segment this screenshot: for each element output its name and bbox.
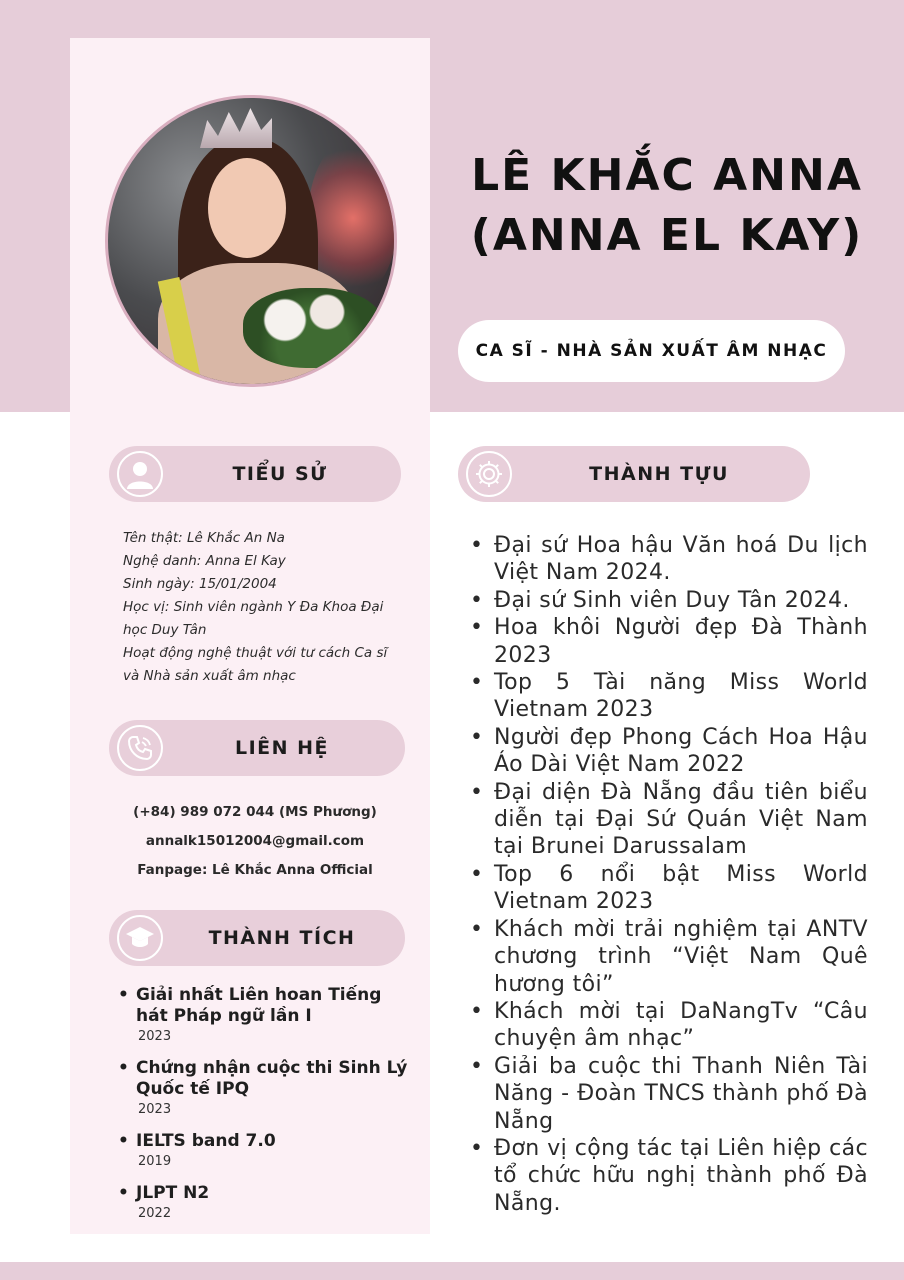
achievements-section-header [458, 446, 810, 502]
bio-text [123, 527, 403, 688]
achievement-item: • Khách mời tại DaNangTv “Câu chuyện âm nhạc” [468, 998, 868, 1053]
bio-line: Học vị: Sinh viên ngành Y Đa Khoa Đại học Duy Tân [123, 599, 384, 638]
achievement-item: • Đại diện Đà Nẵng đầu tiên biểu diễn tại Đại Sứ Quán Việt Nam tại Brunei Darussalam [468, 779, 868, 861]
contact-info [105, 798, 405, 885]
bio-section-title: TIỂU SỬ [232, 463, 328, 485]
achievement-item: • Đại sứ Hoa hậu Văn hoá Du lịch Việt Nam 2024. [468, 532, 868, 587]
alias-heading: (ANNA EL KAY) [470, 210, 864, 261]
award-item [118, 1058, 418, 1119]
bio-line: Sinh ngày: 15/01/2004 [123, 576, 277, 592]
award-item [118, 1131, 418, 1171]
awards-section-header [109, 910, 405, 966]
achievements-list [468, 532, 868, 1217]
contact-section-title: LIÊN HỆ [234, 737, 330, 759]
email-address: annalk15012004@gmail.com [145, 833, 365, 849]
award-item [118, 1183, 418, 1223]
achievement-item: • Giải ba cuộc thi Thanh Niên Tài Năng - Đoàn TNCS thành phố Đà Nẵng [468, 1053, 868, 1135]
award-year: 2023 [138, 1102, 172, 1117]
phone-number: (+84) 989 072 044 (MS Phương) [133, 804, 377, 820]
award-title: • IELTS band 7.0 [118, 1131, 418, 1152]
award-year: 2023 [138, 1029, 172, 1044]
footer-band [0, 1262, 904, 1280]
award-year: 2019 [138, 1154, 172, 1169]
awards-list [118, 985, 418, 1235]
profile-photo [105, 95, 397, 387]
contact-section-header [109, 720, 405, 776]
award-title: • Giải nhất Liên hoan Tiếng hát Pháp ngữ lần I [118, 985, 418, 1027]
fanpage-name: Fanpage: Lê Khắc Anna Official [137, 862, 373, 878]
role-badge [458, 320, 845, 382]
achievement-item: • Người đẹp Phong Cách Hoa Hậu Áo Dài Việt Nam 2022 [468, 724, 868, 779]
achievement-item: • Hoa khôi Người đẹp Đà Thành 2023 [468, 614, 868, 669]
bio-section-header [109, 446, 401, 502]
user-icon [117, 451, 163, 497]
gear-icon [466, 451, 512, 497]
award-title: • Chứng nhận cuộc thi Sinh Lý Quốc tế IPQ [118, 1058, 418, 1100]
role-text: CA SĨ - NHÀ SẢN XUẤT ÂM NHẠC [475, 341, 828, 361]
bio-line: Hoạt động nghệ thuật với tư cách Ca sĩ và Nhà sản xuất âm nhạc [123, 645, 388, 684]
achievement-item: • Khách mời trải nghiệm tại ANTV chương trình “Việt Nam Quê hương tôi” [468, 916, 868, 998]
bio-line: Tên thật: Lê Khắc An Na [123, 530, 285, 546]
achievements-section-title: THÀNH TỰU [589, 463, 729, 485]
achievement-item: • Top 6 nổi bật Miss World Vietnam 2023 [468, 861, 868, 916]
award-title: • JLPT N2 [118, 1183, 418, 1204]
achievement-item: • Đại sứ Sinh viên Duy Tân 2024. [468, 587, 868, 614]
achievement-item: • Đơn vị cộng tác tại Liên hiệp các tổ chức hữu nghị thành phố Đà Nẵng. [468, 1135, 868, 1217]
graduation-cap-icon [117, 915, 163, 961]
phone-icon [117, 725, 163, 771]
award-item [118, 985, 418, 1046]
award-year: 2022 [138, 1206, 172, 1221]
name-heading: LÊ KHẮC ANNA [471, 150, 863, 201]
bio-line: Nghệ danh: Anna El Kay [123, 553, 286, 569]
awards-section-title: THÀNH TÍCH [208, 927, 356, 949]
achievement-item: • Top 5 Tài năng Miss World Vietnam 2023 [468, 669, 868, 724]
